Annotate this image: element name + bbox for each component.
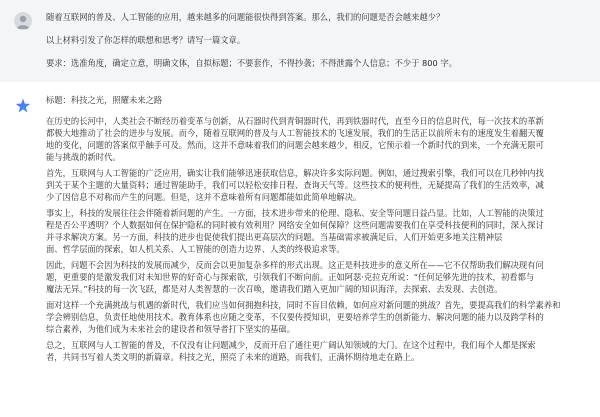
essay-title: 标题：科技之光，照耀未来之路 [46,95,163,105]
essay-paragraph-4 [46,259,588,295]
paragraph-line: 少了因信息不对称而产生的问题。但是，这并不意味着所有问题都能如此简单地解决。 [46,192,362,202]
requirements-line: 要求：选准角度，确定立意，明确文体，自拟标题；不要套作，不得抄袭；不得泄露个人信息；不少于 800 字。 [46,58,458,68]
paragraph-line: 魔法无异。”科技的每一次飞跃，都是对人类智慧的一次召唤，邀请我们踏入更加广阔的知识海洋，去探索、去发现、去创造。 [46,284,503,294]
user-silhouette-icon [14,12,32,30]
paragraph-line: 因此，问题不会因为科技的发展而减少，反而会以更加复杂多样的形式出现。这正是科技进步的意义所在——它不仅帮助我们解决现有问 [46,260,544,270]
paragraph-line: 综合素养，为他们成为未来社会的建设者和领导者打下坚实的基础。 [46,324,295,334]
user-message [0,0,600,82]
paragraph-line: 能与挑战的新时代。 [46,152,121,162]
paragraph-line: 首先，互联网与人工智能的广泛应用，确实让我们能够迅速获取信息，解决许多实际问题。例如，通过搜索引擎，我们可以在几秒钟内找 [46,168,544,178]
paragraph-line: 并寻求解决方案。另一方面，科技的进步也促使我们提出更高层次的问题。当基础需求被满足后，人们开始更多地关注精神层 [46,232,503,242]
user-message-text [46,11,588,69]
paragraph-line: 都极大地推动了社会的进步与发展。而今，随着互联网的普及与人工智能技术的飞速发展，我们的生活正以前所未有的速度发生着翻天覆 [46,128,544,138]
essay-paragraph-1 [46,115,588,163]
assistant-avatar [14,97,32,115]
paragraph-line: 程是否公平透明？个人数据如何在保护隐私的同时被有效利用？网络安全如何保障？这些问题需要我们在享受科技便利的同时，深入探讨 [46,220,544,230]
user-avatar [14,12,32,30]
paragraph-line: 学会辨别信息，负责任地使用技术。教育体系也应随之变革，不仅要传授知识，更要培养学生的创新能力、解决问题的能力以及跨学科的 [46,312,544,322]
assistant-message-text [46,94,588,367]
essay-paragraph-3 [46,207,588,255]
essay-paragraph-6 [46,339,588,363]
paragraph-line: 地的变化，问题的答案似乎触手可及。然而，这并不意味着我们的问题会越来越少，相反，它预示着一个新时代的到来，一个充满无限可 [46,140,544,150]
prompt-line: 以上材料引发了你怎样的联想和思考？请写一篇文章。 [46,35,246,45]
paragraph-line: 到关于某个主题的大量资料；通过智能助手，我们可以轻松安排日程、查询天气等。这些技术的便利性，无疑提高了我们的生活效率，减 [46,180,544,190]
paragraph-line: 在历史的长河中，人类社会不断经历着变革与创新，从石器时代到青铜器时代，再到铁器时代，直至今日的信息时代，每一次技术的革新 [46,116,544,126]
paragraph-line: 事实上，科技的发展往往会伴随着新问题的产生。一方面，技术进步带来的伦理、隐私、安全等问题日益凸显。比如，人工智能的决策过 [46,208,544,218]
essay-paragraph-5 [46,299,588,335]
assistant-logo-icon [14,97,32,115]
paragraph-line: 面对这样一个充满挑战与机遇的新时代，我们应当如何拥抱科技，同时不盲目依赖，如何应对新问题的挑战？首先，要提高我们的科学素养和 [46,300,561,310]
essay-paragraph-2 [46,167,588,203]
paragraph-line: 题，更重要的是激发我们对未知世界的好奇心与探索欲，引领我们不断向前。正如阿瑟·克拉克所说：“任何足够先进的技术，初看都与 [46,272,535,282]
paragraph-line: 面、哲学层面的探索，如人机关系、人工智能的创造力边界、人类的终极追求等。 [46,244,345,254]
prompt-line: 随着互联网的普及、人工智能的应用，越来越多的问题能很快得到答案。那么，我们的问题是否会越来越少？ [46,12,445,22]
paragraph-line: 总之，互联网与人工智能的普及，不仅没有让问题减少，反而开启了通往更广阔认知领域的大门。在这个过程中，我们每个人都是探索 [46,340,536,350]
paragraph-line: 者，共同书写着人类文明的新篇章。科技之光，照亮了未来的道路，而我们，正满怀期待地走在路上。 [46,352,420,362]
